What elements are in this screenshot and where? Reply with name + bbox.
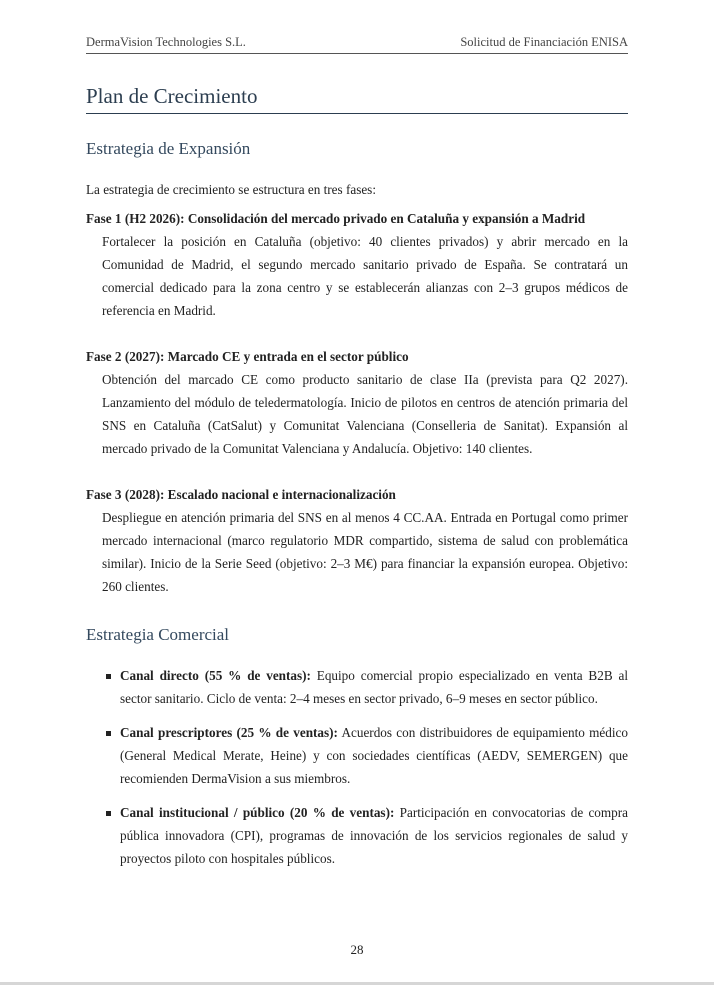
page-number: 28 (350, 942, 364, 957)
bullet-square-icon (106, 731, 111, 736)
phase-3 (86, 483, 628, 598)
expansion-intro: La estrategia de crecimiento se estructura en tres fases: (86, 182, 376, 197)
header-document-title: Solicitud de Financiación ENISA (460, 35, 628, 49)
bullet-square-icon (106, 811, 111, 816)
commercial-channel-list (86, 664, 628, 881)
channel-label: Canal prescriptores (25 % de ventas): (120, 725, 338, 740)
channel-label: Canal directo (55 % de ventas): (120, 668, 311, 683)
channel-label: Canal institucional / público (20 % de ventas): (120, 805, 395, 820)
phase-description: Despliegue en atención primaria del SNS en al menos 4 CC.AA. Entrada en Portugal como primer mercado internacional (marco regulatorio MDR compartido, sistema de salud con problemática similar). Inicio de la Serie Seed (objetivo: 2–3 M€) para financiar la expansión europea. Objetivo: 260 clientes. (102, 510, 628, 594)
phase-1 (86, 207, 628, 322)
phase-description: Fortalecer la posición en Cataluña (objetivo: 40 clientes privados) y abrir mercado en la Comunidad de Madrid, el segundo mercado sanitario privado de España. Se contratará un comercial dedicado para la zona centro y se establecerán alianzas con 2–3 grupos médicos de referencia en Madrid. (102, 234, 628, 318)
bullet-square-icon (106, 674, 111, 679)
section-title: Plan de Crecimiento (86, 84, 628, 114)
list-item (86, 801, 628, 870)
channel-text: Acuerdos con distribuidores de equipamiento médico (General Medical Merate, Heine) y con sociedades científicas (AEDV, SEMERGEN) que recomienden DermaVision a sus miembros. (120, 725, 628, 786)
header-company: DermaVision Technologies S.L. (86, 35, 246, 49)
channel-text: Equipo comercial propio especializado en venta B2B al sector sanitario. Ciclo de venta: 2–4 meses en sector privado, 6–9 meses en sector público. (120, 668, 628, 706)
phase-2 (86, 345, 628, 460)
phase-title: Fase 2 (2027): Marcado CE y entrada en el sector público (86, 349, 409, 364)
list-item (86, 721, 628, 790)
list-item (86, 664, 628, 710)
subsection-expansion-heading: Estrategia de Expansión (86, 139, 251, 158)
phase-title: Fase 1 (H2 2026): Consolidación del mercado privado en Cataluña y expansión a Madrid (86, 211, 586, 226)
phase-description: Obtención del marcado CE como producto sanitario de clase IIa (prevista para Q2 2027). Lanzamiento del módulo de teledermatología. Inicio de pilotos en centros de atención primaria del SNS en Cataluña (CatSalut) y Comunitat Valenciana (Conselleria de Sanitat). Expansión al mercado privado de la Comunitat Valenciana y Andalucía. Objetivo: 140 clientes. (102, 372, 628, 456)
phase-title: Fase 3 (2028): Escalado nacional e internacionalización (86, 487, 396, 502)
subsection-commercial-heading: Estrategia Comercial (86, 625, 230, 644)
channel-text: Participación en convocatorias de compra pública innovadora (CPI), programas de innovación de los servicios regionales de salud y proyectos piloto con hospitales públicos. (120, 805, 628, 866)
running-header (86, 35, 628, 54)
